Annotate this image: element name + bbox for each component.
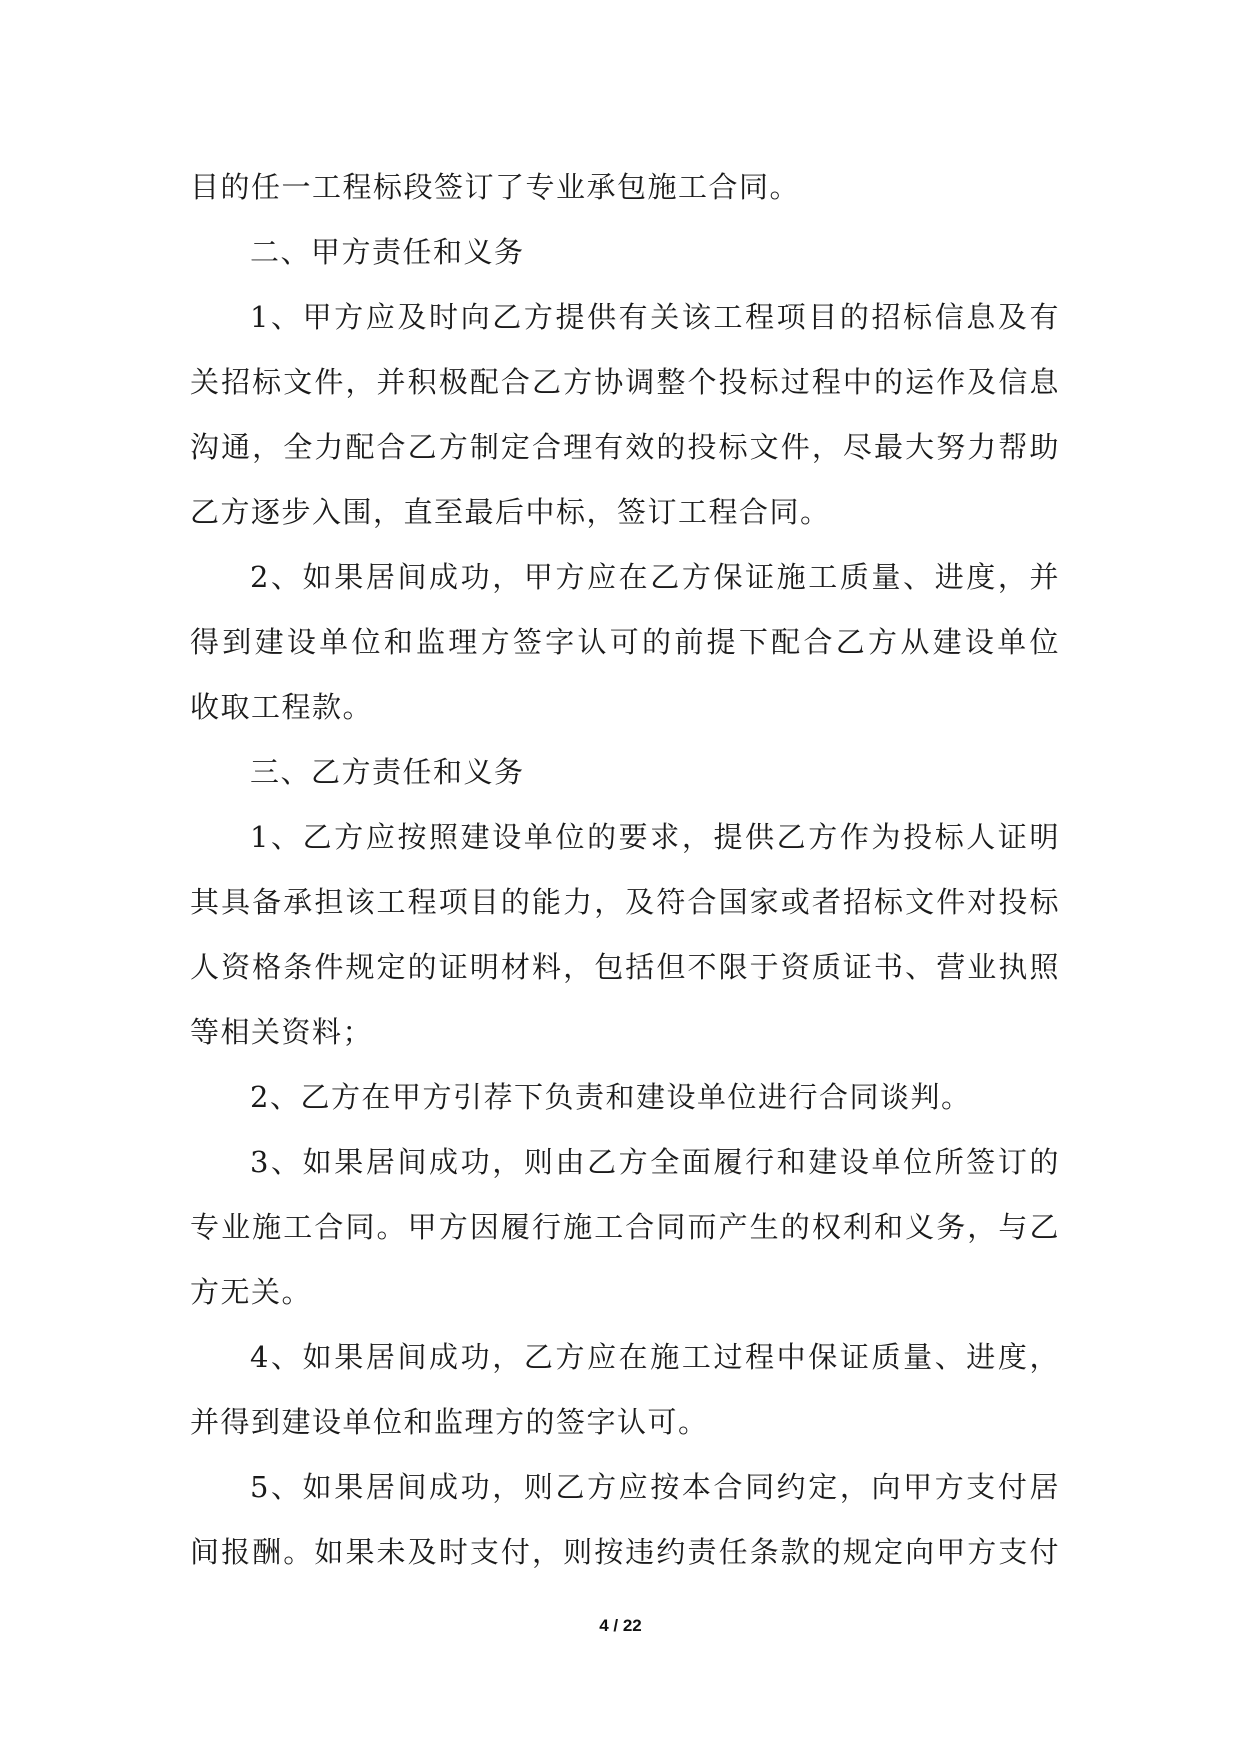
text-line: 间报酬。如果未及时支付，则按违约责任条款的规定向甲方支付 <box>190 1535 1060 1569</box>
text-line: 关招标文件，并积极配合乙方协调整个投标过程中的运作及信息 <box>190 365 1060 399</box>
page-number: 4 / 22 <box>599 1616 642 1635</box>
text-line: 2、乙方在甲方引荐下负责和建设单位进行合同谈判。 <box>250 1080 972 1114</box>
text-line: 收取工程款。 <box>190 690 374 724</box>
text-line: 沟通，全力配合乙方制定合理有效的投标文件，尽最大努力帮助 <box>190 430 1060 464</box>
text-line: 4、如果居间成功，乙方应在施工过程中保证质量、进度， <box>250 1340 1060 1374</box>
document-body <box>190 155 1060 1585</box>
text-line: 二、甲方责任和义务 <box>250 235 525 269</box>
text-line: 并得到建设单位和监理方的签字认可。 <box>190 1405 709 1439</box>
text-line: 1、甲方应及时向乙方提供有关该工程项目的招标信息及有 <box>250 300 1060 334</box>
text-line: 2、如果居间成功，甲方应在乙方保证施工质量、进度，并 <box>250 560 1060 594</box>
text-line: 专业施工合同。甲方因履行施工合同而产生的权利和义务，与乙 <box>190 1210 1060 1244</box>
text-line: 人资格条件规定的证明材料，包括但不限于资质证书、营业执照 <box>190 950 1060 984</box>
text-line: 得到建设单位和监理方签字认可的前提下配合乙方从建设单位 <box>190 625 1060 659</box>
text-line: 三、乙方责任和义务 <box>250 755 525 789</box>
text-line: 等相关资料； <box>190 1015 374 1049</box>
text-line: 1、乙方应按照建设单位的要求，提供乙方作为投标人证明 <box>250 820 1060 854</box>
text-line: 方无关。 <box>190 1275 313 1309</box>
text-line: 5、如果居间成功，则乙方应按本合同约定，向甲方支付居 <box>250 1470 1060 1504</box>
text-line: 3、如果居间成功，则由乙方全面履行和建设单位所签订的 <box>250 1145 1060 1179</box>
text-line: 乙方逐步入围，直至最后中标，签订工程合同。 <box>190 495 831 529</box>
text-line: 其具备承担该工程项目的能力，及符合国家或者招标文件对投标 <box>190 885 1060 919</box>
text-line: 目的任一工程标段签订了专业承包施工合同。 <box>190 170 801 204</box>
